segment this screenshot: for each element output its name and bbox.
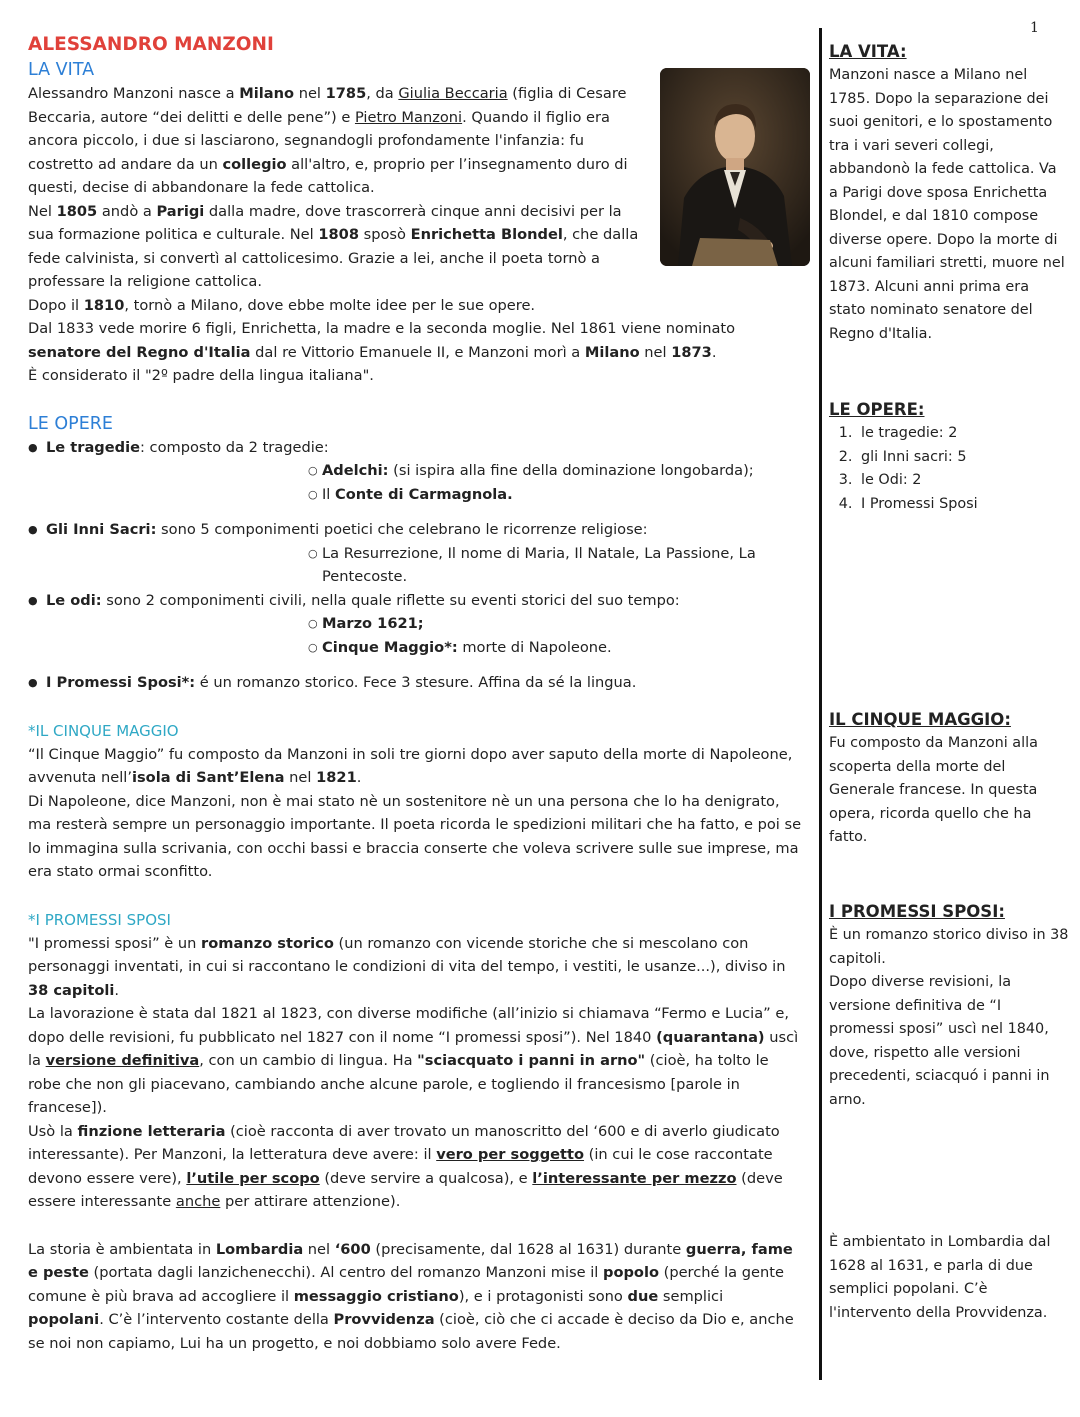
sidebar-summary-cinque-maggio [829, 708, 1069, 850]
sidebar-opere-list [829, 422, 1069, 516]
tragedia-conte-carmagnola: ○ Il Conte di Carmagnola. [308, 483, 803, 507]
promessi-paragraph-3: Usò la finzione letteraria (cioè racconta di aver trovato un manoscritto del ‘600 e di averlo giudicato interessante). Per Manzoni, la letteratura deve avere: il vero per soggetto (in cui le cose raccontate devono essere vere), l’utile per scopo (deve servire a qualcosa), e l’interessante per mezzo (deve essere interessante anche per attirare attenzione). [28, 1122, 783, 1210]
cinque-paragraph-1: “Il Cinque Maggio” fu composto da Manzoni in soli tre giorni dopo aver saputo della morte di Napoleone, avvenuta nell’isola di Sant’Elena nel 1821. [28, 745, 793, 786]
portrait-illustration [660, 68, 810, 266]
sidebar-heading-promessi-sposi: I PROMESSI SPOSI: [829, 902, 1005, 921]
sidebar-heading-cinque-maggio: IL CINQUE MAGGIO: [829, 710, 1011, 729]
opere-item-tragedie: ● Le tragedie: composto da 2 tragedie: [28, 436, 803, 460]
sidebar-heading-vita: LA VITA: [829, 42, 907, 61]
vita-paragraph-5: È considerato il "2º padre della lingua italiana". [28, 367, 374, 384]
sidebar-text-cinque-maggio: Fu composto da Manzoni alla scoperta della morte del Generale francese. In questa opera, ricorda quello che ha fatto. [829, 735, 1038, 845]
inni-list: ○ La Resurrezione, Il nome di Maria, Il Natale, La Passione, La Pentecoste. [308, 542, 792, 589]
ode-cinque-maggio: ○ Cinque Maggio*: morte di Napoleone. [308, 636, 803, 660]
manzoni-portrait-image [660, 68, 810, 266]
sidebar-opere-item: 1. le tragedie: 2 [857, 422, 1069, 446]
page-number: 1 [1030, 20, 1039, 36]
opere-item-odi: ● Le odi: sono 2 componimenti civili, nella quale riflette su eventi storici del suo tempo: [28, 589, 803, 613]
sidebar-summary-opere [829, 398, 1069, 516]
sidebar-text-promessi-1: È un romanzo storico diviso in 38 capitoli. [829, 927, 1069, 967]
ode-marzo-1621: ○ Marzo 1621; [308, 612, 803, 636]
sidebar-summary-vita [829, 40, 1069, 346]
sidebar-opere-item: 4. I Promessi Sposi [857, 493, 1069, 517]
sidebar-text-lombardia: È ambientato in Lombardia dal 1628 al 1631, e parla di due semplici popolani. C’è l'intervento della Provvidenza. [829, 1234, 1051, 1321]
section-heading-vita: LA VITA [28, 60, 95, 80]
opere-item-inni: ● Gli Inni Sacri: sono 5 componimenti poetici che celebrano le ricorrenze religiose: [28, 518, 803, 542]
vita-paragraph-3: Dopo il 1810, tornò a Milano, dove ebbe molte idee per le sue opere. [28, 296, 536, 314]
page-title: ALESSANDRO MANZONI [28, 34, 274, 55]
promessi-paragraph-4: La storia è ambientata in Lombardia nel ‘600 (precisamente, dal 1628 al 1631) durante guerra, fame e peste (portata dagli lanzichenecchi). Al centro del romanzo Manzoni mise il popolo (perché la gente comune è più brava ad accogliere il messaggio cristiano), e i protagonisti sono due semplici popolani. C’è l’intervento costante della Provvidenza (cioè, ciò che ci accade è deciso da Dio e, anche se noi non capiamo, Lui ha un progetto, e noi dobbiamo solo avere Fede. [28, 1240, 794, 1352]
sidebar-text-promessi-2: Dopo diverse revisioni, la versione definitiva de “I promessi sposi” uscì nel 1840, dove, rispetto alle versioni precedenti, sciacquó i panni in arno. [829, 974, 1050, 1108]
promessi-paragraph-2: La lavorazione è stata dal 1821 al 1823, con diverse modifiche (all’inizio si chiamava “Fermo e Lucia” e, dopo delle revisioni, fu pubblicato nel 1827 con il nome “I promessi sposi”). Nel 1840 (quarantana) uscì la versione definitiva, con un cambio di lingua. Ha "sciacquato i panni in arno" (cioè, ha tolto le robe che non gli piacevano, cambiando anche alcune parole, e togliendo il francesismo [parole in francese]). [28, 1005, 799, 1116]
section-heading-cinque-maggio: *IL CINQUE MAGGIO [28, 721, 179, 740]
promessi-paragraph-1: "I promessi sposi” è un romanzo storico (un romanzo con vicende storiche che si mescolano con personaggi inventati, in cui si raccontano le condizioni di vita del tempo, i vestiti, le usanze...), diviso in 38 capitoli. [28, 934, 786, 999]
cinque-paragraph-2: Di Napoleone, dice Manzoni, non è mai stato nè un sostenitore nè un una persona che lo ha denigrato, ma resterà sempre un personaggio importante. Il poeta ricorda le spedizioni militari che ha fatto, e poi se lo immagina sulla scrivania, con occhi bassi e braccia conserte che voleva scrivere sulle sue imprese, ma era stato ormai sconfitto. [28, 792, 802, 880]
sidebar-summary-promessi-sposi [829, 900, 1069, 1112]
vita-paragraph-1: Alessandro Manzoni nasce a Milano nel 1785, da Giulia Beccaria (figlia di Cesare Beccaria, autore “dei delitti e delle pene”) e Pietro Manzoni. Quando il figlio era ancora piccolo, i due si lasciarono, segnandogli profondamente l'infanzia: fu costretto ad andare da un collegio all'altro, e, proprio per l’insegnamento duro di questi, decise di abbandonare la fede cattolica. [28, 85, 628, 196]
sidebar-summary-lombardia [829, 1231, 1069, 1325]
column-divider [819, 28, 822, 1380]
sidebar-opere-item: 3. le Odi: 2 [857, 469, 1069, 493]
vita-paragraph-2: Nel 1805 andò a Parigi dalla madre, dove trascorrerà cinque anni decisivi per la sua formazione politica e culturale. Nel 1808 sposò Enrichetta Blondel, che dalla fede calvinista, si convertì al cattolicesimo. Grazie a lei, anche il poeta tornò a professare la religione cattolica. [28, 202, 639, 290]
vita-paragraph-4: Dal 1833 vede morire 6 figli, Enrichetta, la madre e la seconda moglie. Nel 1861 viene nominato senatore del Regno d'Italia dal re Vittorio Emanuele II, e Manzoni morì a Milano nel 1873. [28, 320, 736, 361]
tragedia-adelchi: ○ Adelchi: (si ispira alla fine della dominazione longobarda); [308, 459, 803, 483]
opere-item-promessi: ● I Promessi Sposi*: é un romanzo storico. Fece 3 stesure. Affina da sé la lingua. [28, 671, 803, 695]
section-heading-opere: LE OPERE [28, 413, 113, 434]
sidebar-heading-opere: LE OPERE: [829, 400, 925, 419]
sidebar-text-vita: Manzoni nasce a Milano nel 1785. Dopo la separazione dei suoi genitori, e lo spostamento tra i vari severi collegi, abbandonò la fede cattolica. Va a Parigi dove sposa Enrichetta Blondel, e dal 1810 compose diverse opere. Dopo la morte di alcuni familiari stretti, muore nel 1873. Alcuni anni prima era stato nominato senatore del Regno d'Italia. [829, 67, 1065, 342]
sidebar-opere-item: 2. gli Inni sacri: 5 [857, 446, 1069, 470]
section-heading-promessi-sposi: *I PROMESSI SPOSI [28, 910, 171, 929]
